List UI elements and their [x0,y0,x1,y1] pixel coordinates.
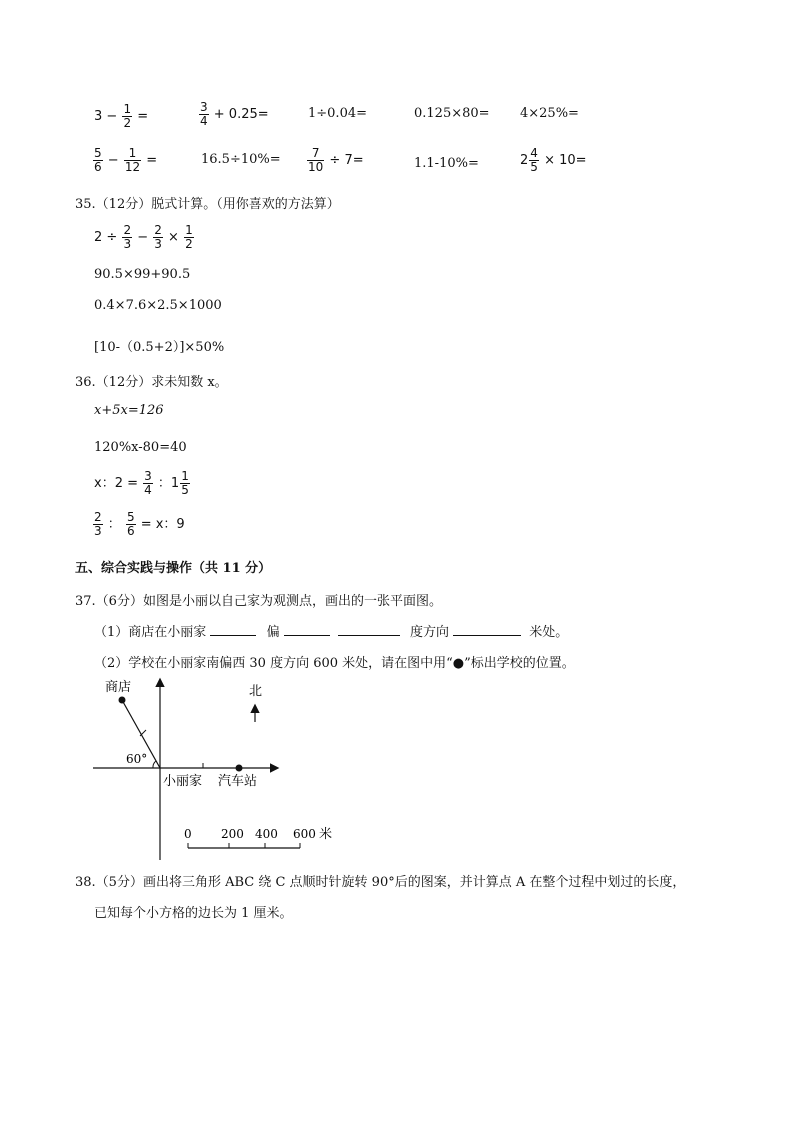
denominator: 6 [94,160,102,175]
numerator: 2 [94,510,102,524]
angle-label: 60° [126,752,148,766]
text: 度方向 [410,625,450,640]
text: ： [107,517,121,533]
text: − [107,153,119,169]
scale-label-600: 600 [293,827,316,841]
fraction [180,470,190,497]
oral-q1-4: 0.125×80= [414,106,490,121]
q37-part1 [94,621,568,640]
q35-expr4: [10-（0.5+2）]×50% [94,340,225,355]
oral-q2-1 [92,147,157,174]
text: = [137,109,149,125]
fraction [153,224,163,251]
denominator: 6 [126,524,135,539]
numerator: 2 [123,223,132,237]
shop-label: 商店 [105,680,132,695]
numerator: 7 [307,147,324,161]
denominator: 3 [94,524,102,539]
q37-heading: 37.（6分）如图是小丽以自己家为观测点，画出的一张平面图。 [75,594,442,609]
denominator: 4 [200,114,208,129]
text: ÷ 7= [329,153,364,169]
oral-q2-5 [520,147,587,174]
fraction [199,101,209,128]
fraction [122,224,132,251]
numerator: 1 [185,223,193,237]
q36-eq1: x+5x=126 [94,403,164,418]
fraction [126,511,136,538]
fraction [93,511,103,538]
answer-blank[interactable] [338,623,400,636]
fraction [307,147,324,174]
numerator: 3 [200,100,208,114]
text: 偏 [266,625,280,640]
q38-line2: 已知每个小方格的边长为 1 厘米。 [94,906,293,921]
shop-point [119,697,126,704]
denominator: 2 [185,237,193,252]
section-5-heading: 五、综合实践与操作（共 11 分） [75,561,272,576]
denominator: 10 [308,160,324,175]
numerator: 3 [144,469,152,483]
oral-q1-5: 4×25%= [520,106,579,121]
fraction [184,224,194,251]
scale-label-200: 200 [221,827,244,841]
answer-blank[interactable] [210,623,256,636]
oral-q1-1 [94,103,148,130]
q36-eq3 [94,470,191,497]
fraction [529,147,539,174]
answer-blank[interactable] [284,623,330,636]
text: 米处。 [529,625,569,640]
text: ：1 [157,476,180,492]
scale-label-0: 0 [184,827,192,841]
denominator: 5 [181,483,189,498]
oral-q2-4: 1.1-10%= [414,156,479,171]
numerator: 1 [123,102,132,116]
oral-q2-2: 16.5÷10%= [201,152,281,167]
numerator: 2 [154,223,162,237]
scale-unit: 米 [319,827,333,842]
denominator: 4 [144,483,152,498]
fraction [143,470,153,497]
oral-q2-3 [306,147,364,174]
north-label: 北 [249,684,263,699]
text: = x：9 [140,517,185,533]
answer-blank[interactable] [453,623,521,636]
denominator: 2 [123,116,132,131]
numerator: 4 [530,146,538,160]
text: − [137,230,149,246]
station-label: 汽车站 [218,774,258,789]
q35-expr3: 0.4×7.6×2.5×1000 [94,298,222,313]
numerator: 5 [94,146,102,160]
q37-diagram[interactable] [85,672,355,862]
q35-heading: 35.（12分）脱式计算。（用你喜欢的方法算） [75,197,340,212]
whole-number: 2 [520,153,529,169]
numerator: 5 [126,510,135,524]
home-label: 小丽家 [163,774,203,789]
denominator: 5 [530,160,538,175]
fraction [93,147,103,174]
q36-eq4 [92,511,185,538]
numerator: 1 [124,147,141,161]
text: × 10= [544,153,587,169]
fraction [122,103,132,130]
text: = [146,153,158,169]
q37-part2: （2）学校在小丽家南偏西 30 度方向 600 米处，请在图中用“●”标出学校的位置。 [94,656,575,671]
numerator: 1 [181,469,189,483]
oral-q1-3: 1÷0.04= [308,106,368,121]
text: x：2 = [94,476,138,492]
q36-eq2: 120%x-80=40 [94,440,187,455]
q35-expr2: 90.5×99+90.5 [94,267,191,282]
text: 2 ÷ [94,230,118,246]
fraction [124,147,141,174]
text: × [168,230,179,246]
text: （1）商店在小丽家 [94,625,207,640]
denominator: 12 [124,160,141,175]
scale-label-400: 400 [255,827,278,841]
q35-expr1 [94,224,195,251]
angle-arc [153,761,156,768]
oral-q1-2 [198,101,269,128]
q36-heading: 36.（12分）求未知数 x。 [75,375,228,390]
text: + 0.25= [213,107,269,123]
q38-line1: 38.（5分）画出将三角形 ABC 绕 C 点顺时针旋转 90°后的图案，并计算点 A 在整个过程中划过的长度， [75,875,686,890]
station-point [236,765,243,772]
denominator: 3 [154,237,162,252]
text: 3 − [94,109,118,125]
denominator: 3 [123,237,132,252]
